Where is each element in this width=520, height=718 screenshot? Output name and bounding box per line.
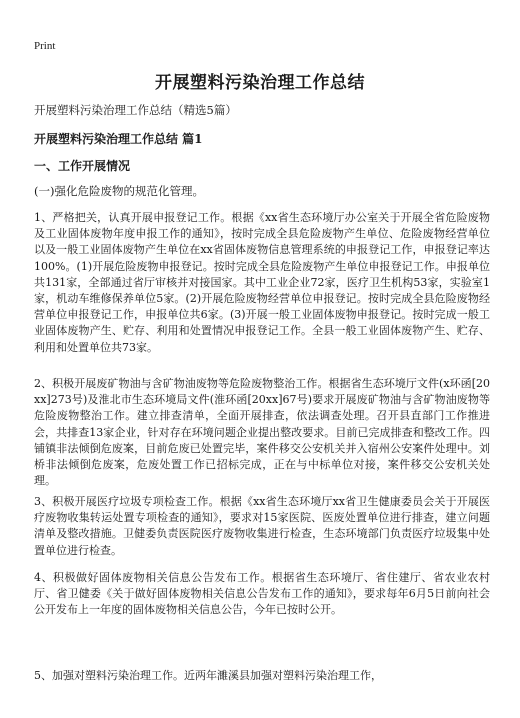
sub-heading: (一)强化危险废物的规范化管理。 [34, 184, 204, 198]
paragraph-3: 3、积极开展医疗垃圾专项检查工作。根据《xx省生态环境厅xx省卫生健康委员会关于开展医疗废物收集转运处置专项检查的通知》，要求对15家医院、医废处置单位进行排查，建立问题清单及整改措施。卫健委负责医院医疗废物收集进行检查，生态环境部门负责医疗垃圾集中处置单位进行检查。 [34, 495, 490, 557]
document-subtitle: 开展塑料污染治理工作总结（精选5篇） [34, 103, 237, 117]
paragraph-1: 1、严格把关，认真开展申报登记工作。根据《xx省生态环境厅办公室关于开展全省危险废物及工业固体废物年度申报工作的通知》，按时完成全县危险废物产生单位、危险废物经营单位以及一般工业固体废物产生单位在xx省固体废物信息管理系统的申报登记工作，申报登记率达100%。(1)开展危险废物申报登记。按时完成全县危险废物产生单位申报登记工作。申报单位共131家，全部通过省厅审核并对接国家。其中工业企业72家，医疗卫生机构53家，实验室1家，机动车维修保养单位5家。(2)开展危险废物经营单位申报登记。按时完成全县危险废物经营单位申报登记工作，申报单位共6家。(3)开展一般工业固体废物申报登记。按时完成一般工业固体废物产生、贮存、利用和处置情况申报登记工作。全县一般工业固体废物产生、贮存、利用和处置单位共73家。 [34, 211, 490, 354]
document-title: 开展塑料污染治理工作总结 [155, 73, 365, 93]
paragraph-4: 4、积极做好固体废物相关信息公告发布工作。根据省生态环境厅、省住建厅、省农业农村厅、省卫健委《关于做好固体废物相关信息公告发布工作的通知》，要求每年6月5日前向社会公开发布上一年度的固体废物相关信息公告，今年已按时公开。 [34, 571, 490, 617]
print-link[interactable]: Print [34, 40, 56, 52]
paragraph-5: 5、加强对塑料污染治理工作。近两年濉溪县加强对塑料污染治理工作， [34, 669, 382, 682]
section-heading: 开展塑料污染治理工作总结 篇1 [34, 132, 203, 146]
paragraph-2: 2、积极开展废矿物油与含矿物油废物等危险废物整治工作。根据省生态环境厅文件(x环函[20xx]273号)及淮北市生态环境局文件(淮环函[20xx]67号)要求开展废矿物油与含矿物油废物等危险废物整治工作。建立排查清单，全面开展排查，依法调查处理。召开县直部门工作推进会，共排查13家企业，针对存在环境问题企业提出整改要求。目前已完成排查和整改工作。四铺镇非法倾倒危废案，目前危废已处置完毕，案件移交公安机关并入宿州公安案件处理中。刘桥非法倾倒危废案，危废处置工作已招标完成，正在与中标单位对接，案件移交公安机关处理。 [34, 377, 490, 488]
part-heading: 一、工作开展情况 [34, 159, 131, 173]
